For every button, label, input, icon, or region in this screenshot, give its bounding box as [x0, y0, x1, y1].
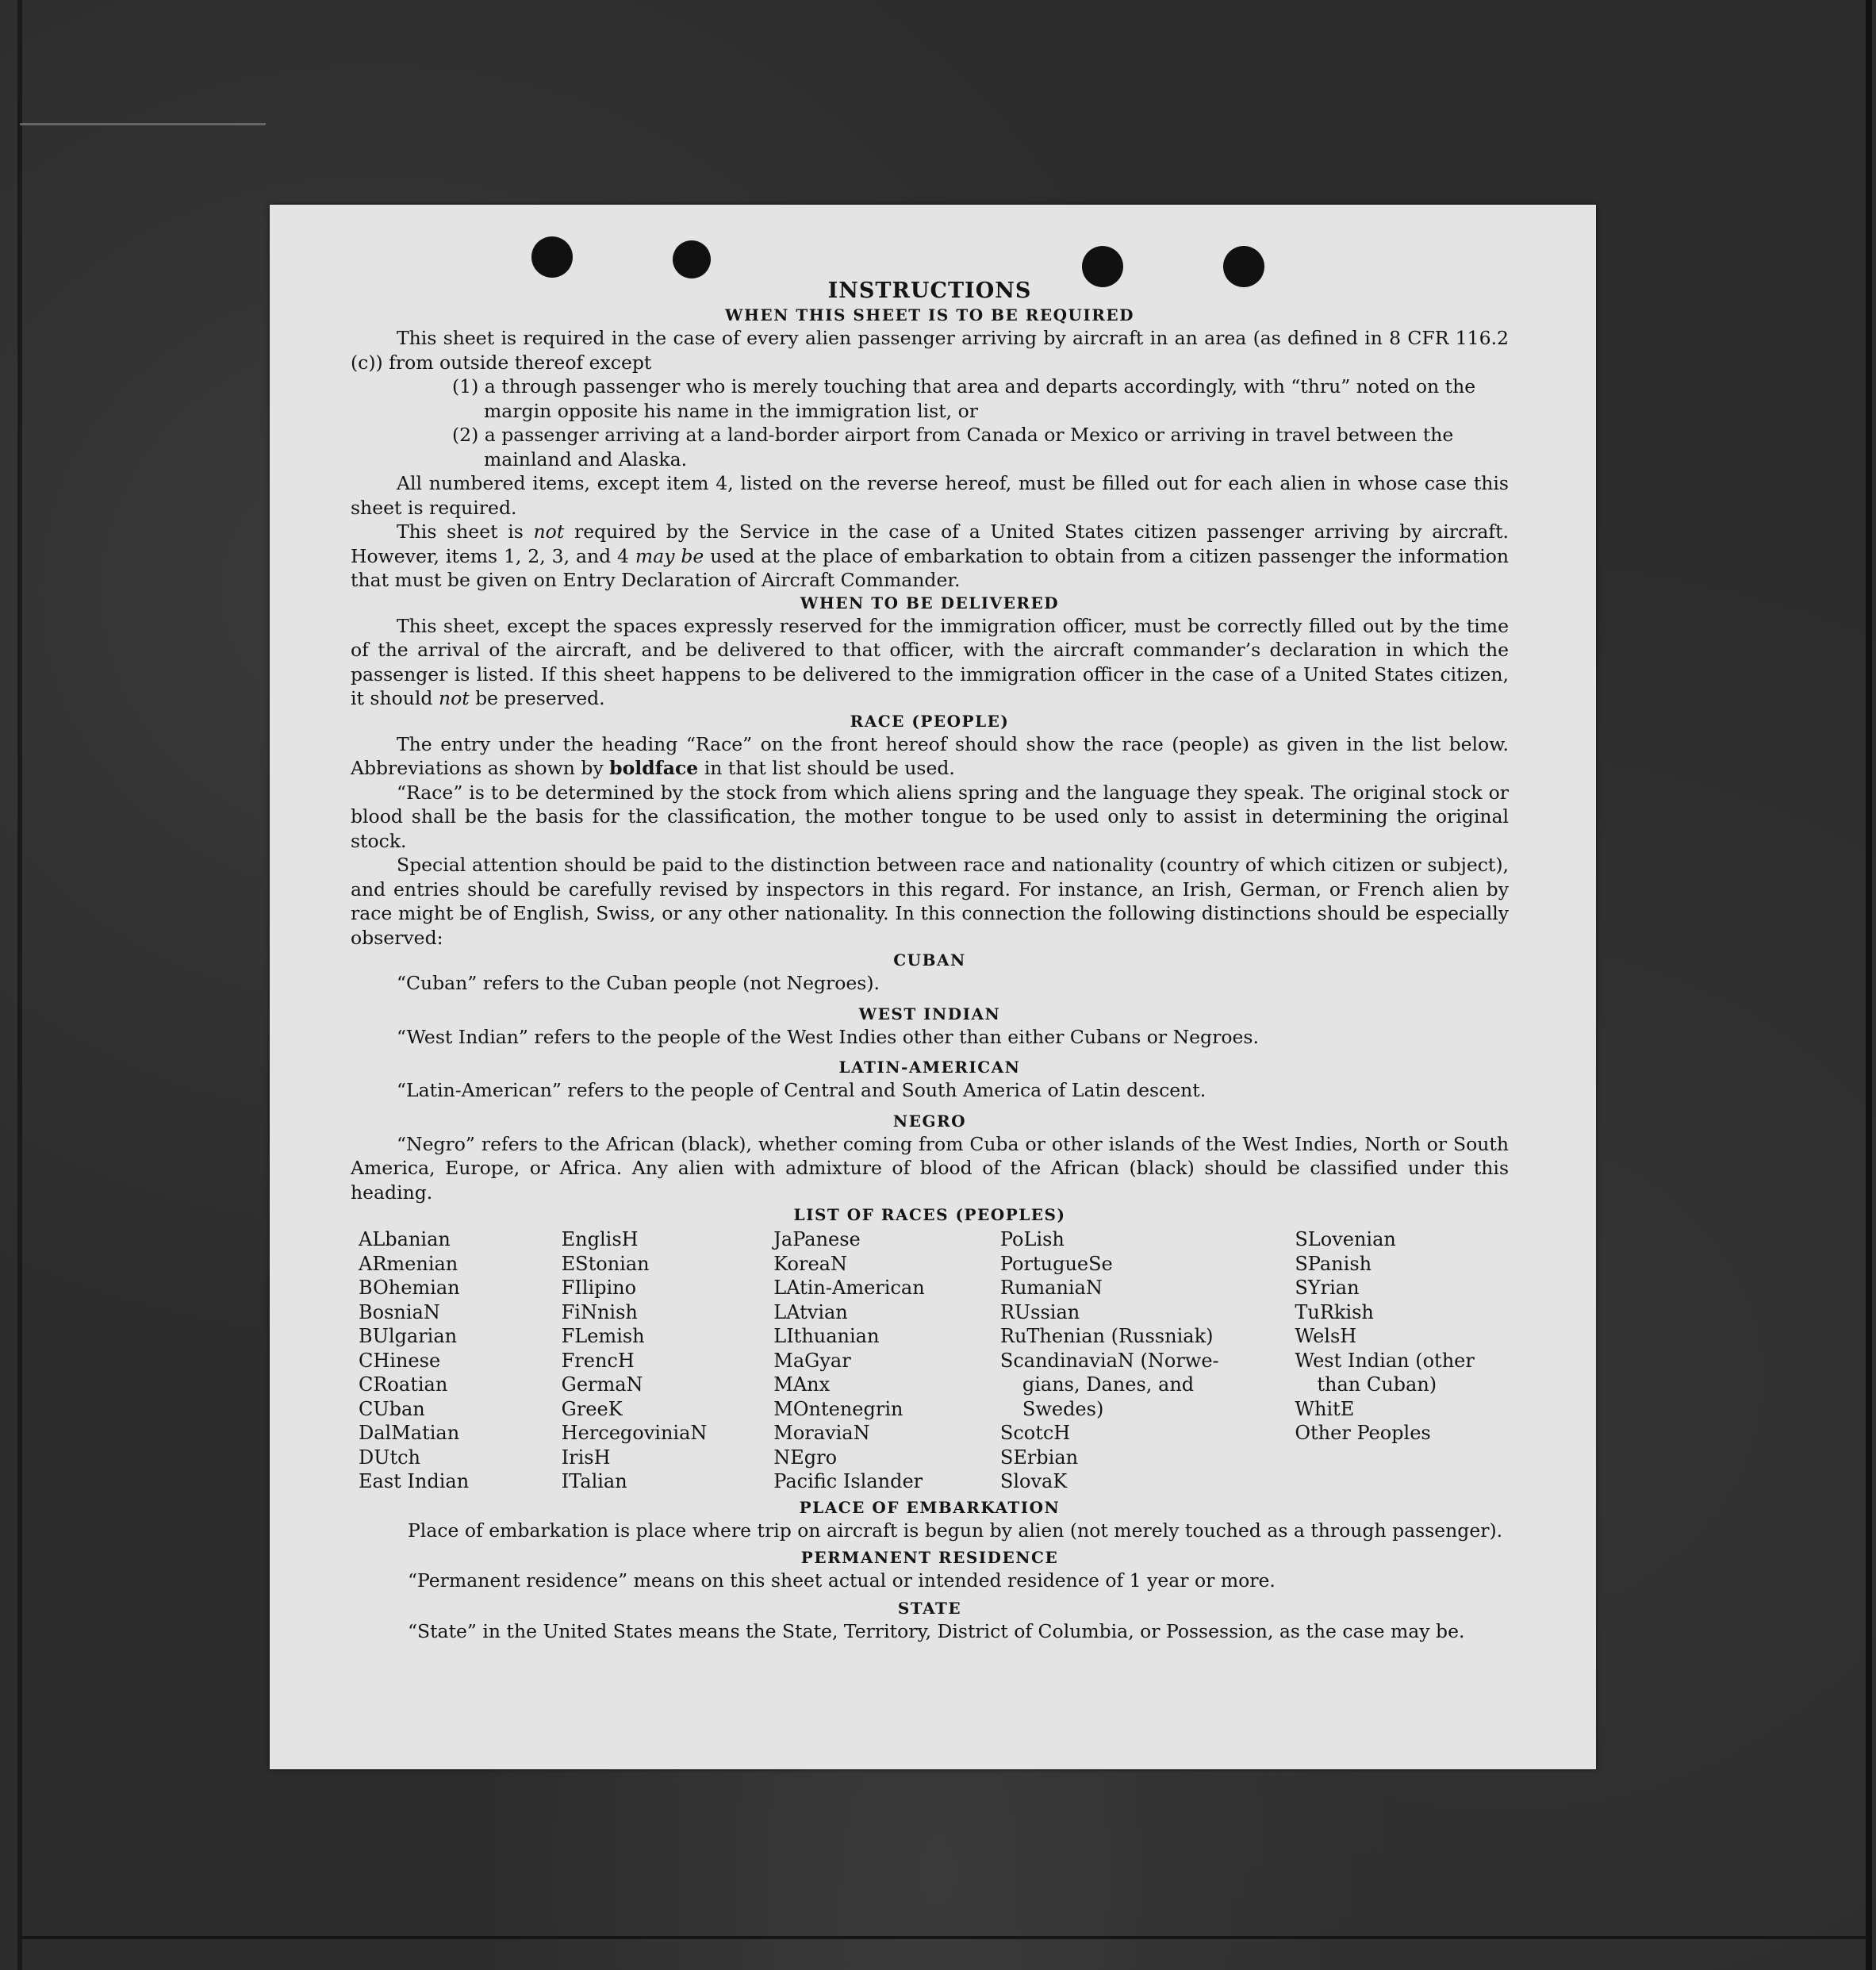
embarkation-text: Place of embarkation is place where trip on aircraft is begun by alien (not merely touched as a through passenger).: [408, 1519, 1503, 1542]
race-entry: FiNnish: [561, 1300, 638, 1323]
race-entry: SLovenian: [1295, 1228, 1396, 1250]
race-para-1: [351, 732, 1509, 781]
state-text: “State” in the United States means the State, Territory, District of Columbia, or Possession, as the case may be.: [408, 1619, 1465, 1642]
race-entry: MoraviaN: [773, 1422, 870, 1444]
race-entry: East Indian: [359, 1470, 470, 1492]
race-entry: SlovaK: [999, 1470, 1068, 1492]
race-entry: FLemish: [561, 1325, 645, 1347]
residence-text: “Permanent residence” means on this sheet actual or intended residence of 1 year or more.: [408, 1569, 1276, 1592]
races-column-4: [1000, 1227, 1295, 1494]
heading-embarkation: PLACE OF EMBARKATION: [799, 1497, 1061, 1517]
film-right-edge: [1866, 0, 1872, 1970]
page-title: INSTRUCTIONS: [827, 278, 1032, 303]
race-entry: ScandinaviaN (Norwe-: [999, 1349, 1219, 1372]
heading-list-of-races: LIST OF RACES (PEOPLES): [793, 1205, 1066, 1224]
race-entry: LAtin-American: [773, 1277, 925, 1299]
race-entry: CUban: [359, 1397, 425, 1420]
race-entry: NEgro: [773, 1446, 838, 1469]
race-entry: KoreaN: [773, 1252, 847, 1275]
required-item-1: (1) a through passenger who is merely touching that area and departs accordingly, with “thru” noted on the margin opposite his name in the immigration list, or: [452, 375, 1476, 422]
race-entry: JaPanese: [773, 1228, 861, 1250]
race-entry: DalMatian: [359, 1422, 460, 1444]
italic-run: not: [438, 687, 470, 709]
race-entry: ARmenian: [359, 1252, 458, 1275]
race-entry: than Cuban): [1317, 1373, 1437, 1396]
race-entry: PortugueSe: [999, 1252, 1113, 1275]
race-entry: WelsH: [1295, 1325, 1357, 1347]
race-para-3: Special attention should be paid to the distinction between race and nationality (country of which citizen or subject), and entries should be carefully revised by inspectors in this regard. For instance, an Irish, German, or French alien by race might be of English, Swiss, or any other nationality. In this connection the following distinctions should be especially observed:: [351, 854, 1509, 949]
race-entry: CHinese: [359, 1349, 441, 1372]
race-entry: DUtch: [359, 1446, 421, 1469]
race-entry: PoLish: [999, 1228, 1065, 1250]
race-entry: LAtvian: [773, 1300, 848, 1323]
required-intro: This sheet is required in the case of every alien passenger arriving by aircraft in an area (as defined in 8 CFR 116.2 (c)) from outside thereof except: [351, 327, 1509, 374]
film-left-edge: [17, 0, 22, 1970]
race-entry: MaGyar: [773, 1349, 851, 1372]
race-entry: FrencH: [561, 1349, 635, 1372]
race-entry: BUlgarian: [359, 1325, 458, 1347]
race-entry: RumaniaN: [999, 1277, 1103, 1299]
race-entry: RuThenian (Russniak): [999, 1325, 1214, 1347]
races-column-2: [562, 1227, 774, 1494]
heading-negro: NEGRO: [892, 1111, 967, 1131]
race-entry: GermaN: [561, 1373, 643, 1396]
race-entry: Pacific Islander: [773, 1470, 923, 1492]
heading-race: RACE (PEOPLE): [850, 711, 1010, 731]
required-para-2: All numbered items, except item 4, listed on the reverse hereof, must be filled out for each alien in whose case this sheet is required.: [351, 472, 1509, 519]
race-entry: MOntenegrin: [773, 1397, 903, 1420]
heading-residence: PERMANENT RESIDENCE: [800, 1548, 1059, 1567]
races-column-1: [359, 1227, 562, 1494]
race-entry: West Indian (other: [1295, 1349, 1475, 1372]
race-entry: ALbanian: [359, 1228, 451, 1250]
cuban-text: “Cuban” refers to the Cuban people (not Negroes).: [397, 972, 880, 994]
race-entry: Swedes): [1022, 1397, 1104, 1420]
race-entry: ITalian: [561, 1470, 627, 1492]
latin-american-text: “Latin-American” refers to the people of Central and South America of Latin descent.: [397, 1079, 1207, 1101]
race-entry: IrisH: [561, 1446, 611, 1469]
race-entry: SErbian: [999, 1446, 1079, 1469]
heading-when-delivered: WHEN TO BE DELIVERED: [800, 593, 1060, 613]
text-run: in that list should be used.: [698, 757, 955, 779]
race-entry: GreeK: [561, 1397, 623, 1420]
delivered-para: [351, 614, 1509, 711]
race-entry: WhitE: [1295, 1397, 1355, 1420]
race-entry: LIthuanian: [773, 1325, 880, 1347]
race-entry: TuRkish: [1295, 1300, 1374, 1323]
italic-run: not: [533, 520, 565, 543]
races-column-3: [773, 1227, 1000, 1494]
heading-west-indian: WEST INDIAN: [858, 1004, 1001, 1023]
heading-cuban: CUBAN: [893, 950, 966, 970]
punch-hole: [531, 236, 573, 278]
text-run: This sheet is: [397, 520, 534, 543]
race-entry: SYrian: [1295, 1277, 1360, 1299]
race-entry: Other Peoples: [1295, 1422, 1431, 1444]
race-entry: HercegoviniaN: [561, 1422, 708, 1444]
race-entry: EnglisH: [561, 1228, 639, 1250]
film-top-line: [20, 123, 266, 125]
race-entry: FIlipino: [561, 1277, 637, 1299]
race-entry: SPanish: [1295, 1252, 1372, 1275]
race-para-2: “Race” is to be determined by the stock from which aliens spring and the language they speak. The original stock or blood shall be the basis for the classification, the mother tongue to be used only to assist in determining the original stock.: [351, 781, 1509, 852]
race-entry: ScotcH: [999, 1422, 1071, 1444]
west-indian-text: “West Indian” refers to the people of the West Indies other than either Cubans or Negroes.: [397, 1025, 1259, 1048]
race-entry: gians, Danes, and: [1022, 1373, 1195, 1396]
text-run: be preserved.: [469, 687, 605, 709]
negro-text: “Negro” refers to the African (black), whether coming from Cuba or other islands of the West Indies, North or South America, Europe, or Africa. Any alien with admixture of blood of the African (black) should be classified under this heading.: [351, 1132, 1509, 1204]
punch-hole: [673, 240, 711, 278]
text-run: The entry under the heading “Race” on the front hereof should show the race (people) as given in the list below. Abbreviations as shown by: [351, 732, 1509, 779]
heading-when-required: WHEN THIS SHEET IS TO BE REQUIRED: [725, 305, 1134, 324]
race-entry: RUssian: [999, 1300, 1080, 1323]
race-entry: BOhemian: [359, 1277, 460, 1299]
race-entry: BosniaN: [359, 1300, 440, 1323]
italic-run: may be: [635, 544, 704, 567]
text-run: required by the Service in the case of a United States citizen passenger arriving by aircraft. However, items 1, 2, 3, and 4: [351, 520, 1509, 567]
race-entry: EStonian: [561, 1252, 650, 1275]
text-run: This sheet, except the spaces expressly reserved for the immigration officer, must be correctly filled out by the time of the arrival of the aircraft, and be delivered to that officer, with the aircraft commander’s declaration in which the passenger is listed. If this sheet happens to be delivered to the immigration officer in the case of a United States citizen, it should: [351, 614, 1509, 709]
races-list: [351, 1227, 1509, 1494]
race-entry: MAnx: [773, 1373, 831, 1396]
heading-state: STATE: [897, 1598, 962, 1618]
bold-run: boldface: [609, 757, 699, 779]
instructions-content: [351, 278, 1509, 1643]
race-entry: CRoatian: [359, 1373, 448, 1396]
required-item-2: (2) a passenger arriving at a land-border airport from Canada or Mexico or arriving in travel between the mainland and Alaska.: [452, 424, 1454, 470]
required-para-3: [351, 520, 1509, 593]
heading-latin-american: LATIN-AMERICAN: [838, 1058, 1021, 1077]
races-column-5: [1295, 1227, 1509, 1494]
document-page: [270, 205, 1596, 1769]
film-bottom-line: [20, 1936, 1868, 1939]
text-run: used at the place of embarkation to obtain from a citizen passenger the information that must be given on Entry Declaration of Aircraft Commander.: [351, 544, 1509, 591]
